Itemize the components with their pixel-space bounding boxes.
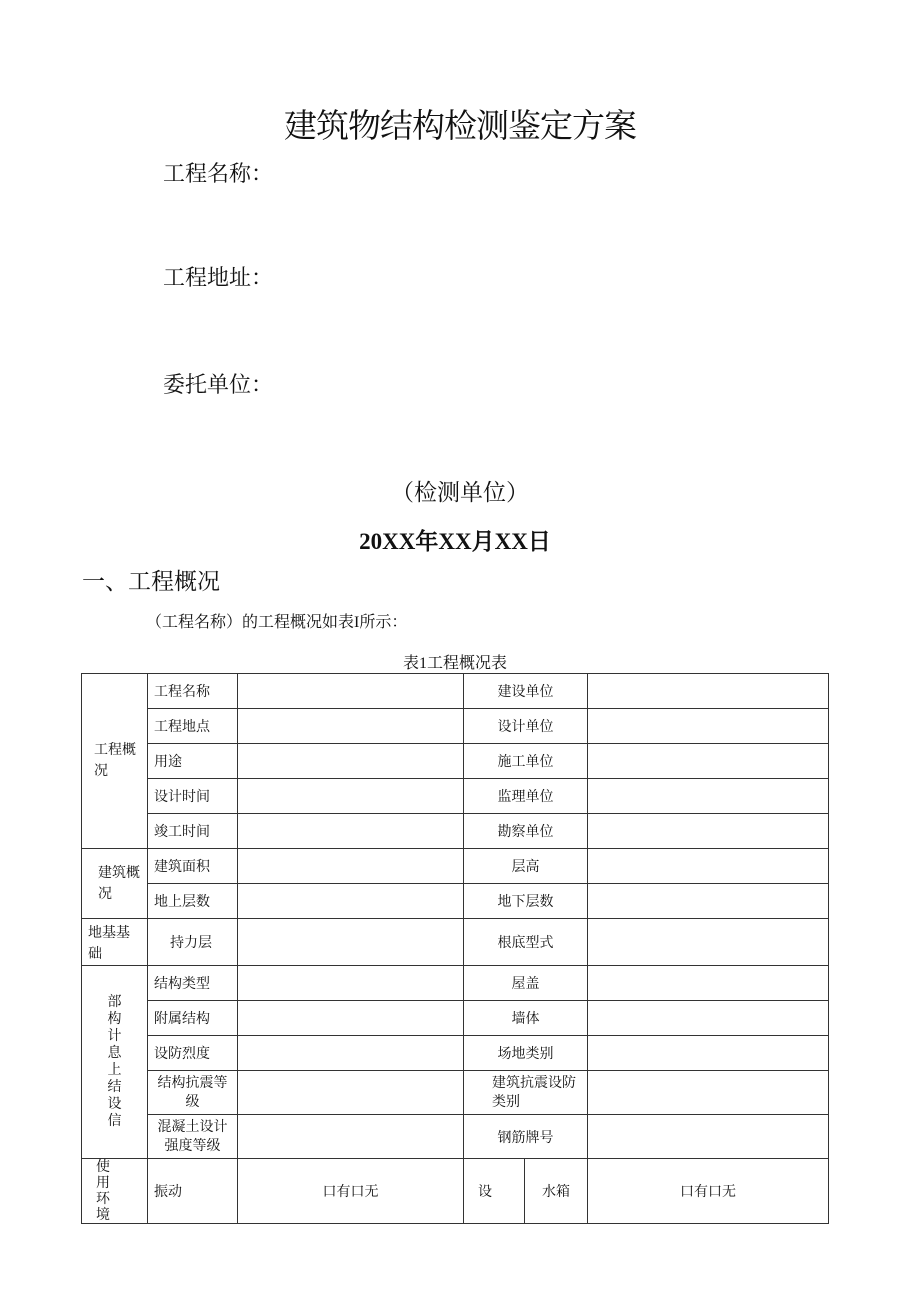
value-cell [238, 1036, 464, 1071]
row-label: 墙体 [464, 1001, 588, 1036]
row-label: 用途 [148, 744, 238, 779]
value-cell [238, 849, 464, 884]
document-date: 20XX年XX月XX日 [359, 529, 551, 554]
row-label: 结构抗震等级 [148, 1071, 238, 1115]
value-cell [238, 779, 464, 814]
value-cell [588, 1115, 829, 1159]
value-cell [588, 884, 829, 919]
row-label: 勘察单位 [464, 814, 588, 849]
row-label: 设计时间 [148, 779, 238, 814]
value-cell [238, 966, 464, 1001]
value-cell [588, 709, 829, 744]
project-overview-table [81, 673, 829, 1224]
value-cell [238, 1115, 464, 1159]
row-label: 地上层数 [148, 884, 238, 919]
inspection-unit: （检测单位） [391, 480, 529, 506]
row-label: 根底型式 [464, 919, 588, 966]
row-label: 监理单位 [464, 779, 588, 814]
row-label: 振动 [148, 1159, 238, 1224]
client-field: 委托单位： [163, 373, 274, 398]
row-label: 钢筋牌号 [464, 1115, 588, 1159]
row-label: 工程地点 [148, 709, 238, 744]
row-label: 建筑抗震设防类别 [464, 1071, 588, 1115]
row-label: 水箱 [525, 1159, 588, 1224]
group-label-overview: 工程概况 [82, 674, 148, 849]
value-cell [238, 709, 464, 744]
value-cell [588, 849, 829, 884]
row-label: 持力层 [148, 919, 238, 966]
value-cell [238, 744, 464, 779]
value-cell [588, 1001, 829, 1036]
value-cell [238, 919, 464, 966]
document-title: 建筑物结构检测鉴定方案 [284, 106, 636, 145]
row-label: 设 [464, 1159, 525, 1224]
row-label: 竣工时间 [148, 814, 238, 849]
row-label: 施工单位 [464, 744, 588, 779]
row-label: 屋盖 [464, 966, 588, 1001]
value-cell [588, 966, 829, 1001]
value-cell [588, 674, 829, 709]
value-cell [238, 814, 464, 849]
group-label-environment: 使用环境 [82, 1159, 148, 1224]
group-label-structure: 部构计息上结设信 [82, 966, 148, 1159]
project-address-field: 工程地址： [163, 266, 274, 291]
group-label-foundation: 地基基础 [82, 919, 148, 966]
table-caption: 表1工程概况表 [402, 655, 507, 672]
value-cell [238, 1071, 464, 1115]
row-label: 建设单位 [464, 674, 588, 709]
intro-text: （工程名称）的工程概况如表I所示： [146, 614, 408, 631]
value-cell [238, 884, 464, 919]
row-label: 设防烈度 [148, 1036, 238, 1071]
value-cell [588, 1036, 829, 1071]
value-cell [588, 779, 829, 814]
row-label: 工程名称 [148, 674, 238, 709]
row-label: 设计单位 [464, 709, 588, 744]
value-cell [588, 919, 829, 966]
value-cell [238, 1001, 464, 1036]
value-cell [588, 1071, 829, 1115]
row-label: 附属结构 [148, 1001, 238, 1036]
option-checkbox-text: 口有口无 [588, 1159, 829, 1224]
row-label: 场地类别 [464, 1036, 588, 1071]
row-label: 建筑面积 [148, 849, 238, 884]
option-checkbox-text: 口有口无 [238, 1159, 464, 1224]
project-name-field: 工程名称： [163, 162, 274, 187]
row-label: 地下层数 [464, 884, 588, 919]
section-heading: 一、工程概况 [82, 569, 220, 595]
row-label: 混凝土设计强度等级 [148, 1115, 238, 1159]
value-cell [588, 814, 829, 849]
row-label: 结构类型 [148, 966, 238, 1001]
row-label: 层高 [464, 849, 588, 884]
value-cell [588, 744, 829, 779]
value-cell [238, 674, 464, 709]
group-label-building: 建筑概况 [82, 849, 148, 919]
